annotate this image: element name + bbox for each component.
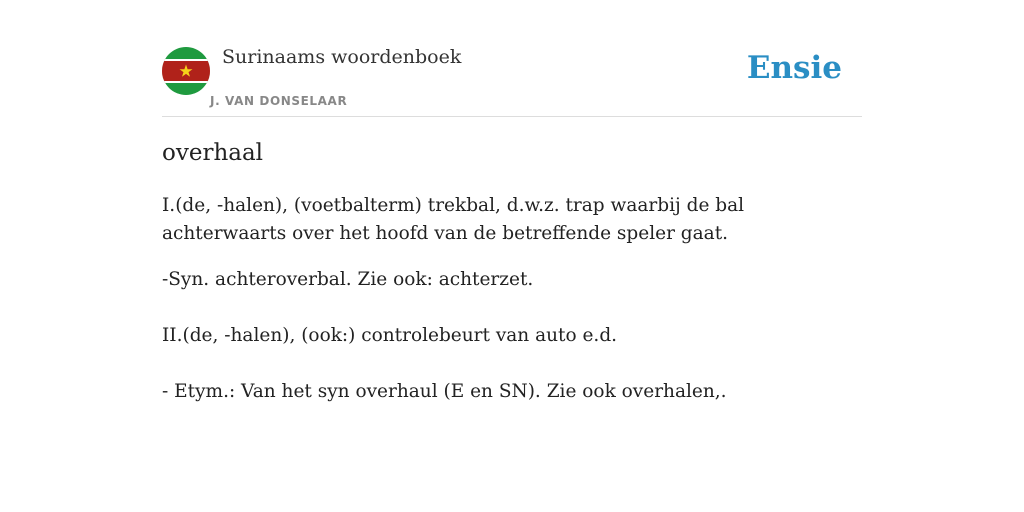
ensie-logo-link[interactable]: Ensie [746,50,842,86]
suriname-flag-icon [162,47,210,95]
dictionary-title[interactable]: Surinaams woordenboek [222,46,462,68]
dictionary-header [162,0,862,117]
synonym-paragraph: -Syn. achteroverbal. Zie ook: achterzet. [162,269,534,290]
entry-definition [162,192,862,406]
dictionary-author[interactable]: J. VAN DONSELAAR [210,94,348,108]
entry-headword: overhaal [162,140,264,166]
definition-paragraph: I.(de, -halen), (voetbalterm) trekbal, d.w.z. trap waarbij de bal achterwaarts over het hoofd van de betreffende speler gaat. [162,195,745,244]
page [162,0,862,402]
etymology-paragraph: - Etym.: Van het syn overhaul (E en SN). Zie ook overhalen,. [162,381,727,402]
definition-paragraph: II.(de, -halen), (ook:) controlebeurt van auto e.d. [162,325,618,346]
